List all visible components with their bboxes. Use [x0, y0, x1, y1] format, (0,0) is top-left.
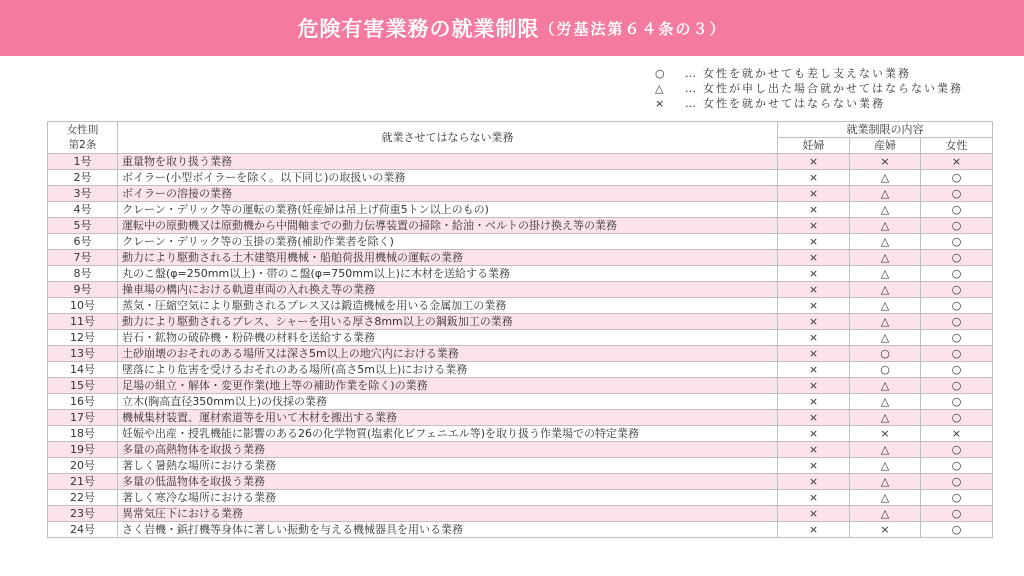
row-number: 13号	[48, 346, 118, 362]
legend-dots: …	[685, 82, 696, 95]
row-task: 動力により駆動される土木建築用機械・船舶荷扱用機械の運転の業務	[118, 250, 778, 266]
row-pregnant-mark: ×	[778, 426, 850, 442]
row-female-mark: ○	[921, 362, 993, 378]
row-number: 19号	[48, 442, 118, 458]
header-article-line1: 女性則	[66, 123, 99, 136]
table-row	[48, 170, 993, 186]
table-row	[48, 202, 993, 218]
table-row	[48, 458, 993, 474]
page-title: 危険有害業務の就業制限	[297, 17, 540, 41]
row-task: 妊娠や出産・授乳機能に影響のある26の化学物質(塩素化ビフェニエル等)を取り扱う作業場での特定業務	[118, 426, 778, 442]
row-pregnant-mark: ×	[778, 522, 850, 538]
row-postpartum-mark: △	[850, 202, 921, 218]
row-female-mark: ○	[921, 186, 993, 202]
row-pregnant-mark: ×	[778, 442, 850, 458]
table-row	[48, 282, 993, 298]
row-female-mark: ○	[921, 314, 993, 330]
row-number: 5号	[48, 218, 118, 234]
row-female-mark: ○	[921, 442, 993, 458]
row-task: クレーン・デリック等の運転の業務(妊産婦は吊上げ荷重5トン以上のもの)	[118, 202, 778, 218]
table-row	[48, 234, 993, 250]
row-postpartum-mark: △	[850, 250, 921, 266]
row-postpartum-mark: ○	[850, 362, 921, 378]
row-pregnant-mark: ×	[778, 458, 850, 474]
row-task: 丸のこ盤(φ=250mm以上)・帯のこ盤(φ=750mm以上)に木材を送給する業務	[118, 266, 778, 282]
row-task: 多量の高熱物体を取扱う業務	[118, 442, 778, 458]
row-female-mark: ○	[921, 346, 993, 362]
row-number: 23号	[48, 506, 118, 522]
row-task: 機械集材装置、運材索道等を用いて木材を搬出する業務	[118, 410, 778, 426]
row-female-mark: ○	[921, 234, 993, 250]
row-pregnant-mark: ×	[778, 474, 850, 490]
table-row	[48, 266, 993, 282]
row-postpartum-mark: ×	[850, 426, 921, 442]
row-task: 足場の組立・解体・変更作業(地上等の補助作業を除く)の業務	[118, 378, 778, 394]
row-pregnant-mark: ×	[778, 202, 850, 218]
row-task: 異常気圧下における業務	[118, 506, 778, 522]
row-pregnant-mark: ×	[778, 170, 850, 186]
row-pregnant-mark: ×	[778, 266, 850, 282]
table-body	[48, 154, 993, 538]
legend-symbol: ×	[655, 97, 665, 110]
row-number: 6号	[48, 234, 118, 250]
row-postpartum-mark: △	[850, 474, 921, 490]
row-number: 4号	[48, 202, 118, 218]
row-task: 重量物を取り扱う業務	[118, 154, 778, 170]
table-row	[48, 426, 993, 442]
header-article	[48, 122, 118, 154]
row-female-mark: ○	[921, 218, 993, 234]
row-task: ボイラーの溶接の業務	[118, 186, 778, 202]
row-number: 16号	[48, 394, 118, 410]
row-pregnant-mark: ×	[778, 394, 850, 410]
row-postpartum-mark: ○	[850, 346, 921, 362]
row-female-mark: ○	[921, 250, 993, 266]
row-pregnant-mark: ×	[778, 506, 850, 522]
row-number: 11号	[48, 314, 118, 330]
row-postpartum-mark: △	[850, 410, 921, 426]
row-postpartum-mark: △	[850, 234, 921, 250]
row-task: クレーン・デリック等の玉掛の業務(補助作業者を除く)	[118, 234, 778, 250]
row-postpartum-mark: △	[850, 506, 921, 522]
row-pregnant-mark: ×	[778, 330, 850, 346]
table-row	[48, 522, 993, 538]
table-row	[48, 330, 993, 346]
legend-dots: …	[685, 67, 696, 80]
row-pregnant-mark: ×	[778, 362, 850, 378]
row-number: 15号	[48, 378, 118, 394]
row-task: さく岩機・鋲打機等身体に著しい振動を与える機械器具を用いる業務	[118, 522, 778, 538]
row-number: 18号	[48, 426, 118, 442]
legend-item	[655, 96, 963, 111]
row-pregnant-mark: ×	[778, 282, 850, 298]
row-number: 3号	[48, 186, 118, 202]
row-female-mark: ○	[921, 490, 993, 506]
row-pregnant-mark: ×	[778, 378, 850, 394]
row-female-mark: ○	[921, 458, 993, 474]
legend-text: 女性が申し出た場合就かせてはならない業務	[703, 82, 963, 95]
table-row	[48, 490, 993, 506]
row-pregnant-mark: ×	[778, 490, 850, 506]
row-pregnant-mark: ×	[778, 346, 850, 362]
header-task: 就業させてはならない業務	[118, 122, 778, 154]
table-row	[48, 346, 993, 362]
row-number: 22号	[48, 490, 118, 506]
row-task: 著しく寒冷な場所における業務	[118, 490, 778, 506]
row-postpartum-mark: ×	[850, 522, 921, 538]
row-pregnant-mark: ×	[778, 218, 850, 234]
table-row	[48, 410, 993, 426]
row-number: 14号	[48, 362, 118, 378]
header-restriction: 就業制限の内容	[778, 122, 993, 138]
table-row	[48, 442, 993, 458]
row-female-mark: ×	[921, 426, 993, 442]
row-pregnant-mark: ×	[778, 234, 850, 250]
row-number: 24号	[48, 522, 118, 538]
row-postpartum-mark: △	[850, 458, 921, 474]
row-postpartum-mark: △	[850, 394, 921, 410]
row-pregnant-mark: ×	[778, 250, 850, 266]
row-number: 17号	[48, 410, 118, 426]
row-pregnant-mark: ×	[778, 298, 850, 314]
row-task: 動力により駆動されるプレス、シャーを用いる厚さ8mm以上の鋼鈑加工の業務	[118, 314, 778, 330]
row-pregnant-mark: ×	[778, 410, 850, 426]
header-postpartum: 産婦	[850, 138, 921, 154]
row-postpartum-mark: △	[850, 442, 921, 458]
row-postpartum-mark: ×	[850, 154, 921, 170]
row-number: 10号	[48, 298, 118, 314]
row-task: 立木(胸高直径350mm以上)の伐採の業務	[118, 394, 778, 410]
row-female-mark: ○	[921, 506, 993, 522]
row-female-mark: ○	[921, 282, 993, 298]
row-postpartum-mark: △	[850, 378, 921, 394]
legend	[655, 66, 963, 111]
row-postpartum-mark: △	[850, 170, 921, 186]
table-row	[48, 474, 993, 490]
row-task: 墜落により危害を受けるおそれのある場所(高さ5m以上)における業務	[118, 362, 778, 378]
legend-item	[655, 66, 963, 81]
row-female-mark: ×	[921, 154, 993, 170]
row-number: 7号	[48, 250, 118, 266]
table-row	[48, 362, 993, 378]
row-female-mark: ○	[921, 170, 993, 186]
table-row	[48, 186, 993, 202]
row-postpartum-mark: △	[850, 330, 921, 346]
table-row	[48, 298, 993, 314]
row-pregnant-mark: ×	[778, 186, 850, 202]
header-pregnant: 妊婦	[778, 138, 850, 154]
table-row	[48, 314, 993, 330]
table-row	[48, 378, 993, 394]
row-number: 1号	[48, 154, 118, 170]
legend-text: 女性を就かせても差し支えない業務	[703, 67, 911, 80]
row-female-mark: ○	[921, 202, 993, 218]
page-subtitle: （労基法第６４条の３）	[539, 19, 727, 38]
row-postpartum-mark: △	[850, 186, 921, 202]
row-number: 9号	[48, 282, 118, 298]
row-number: 8号	[48, 266, 118, 282]
row-number: 12号	[48, 330, 118, 346]
row-task: ボイラー(小型ボイラーを除く。以下同じ)の取扱いの業務	[118, 170, 778, 186]
row-female-mark: ○	[921, 394, 993, 410]
row-female-mark: ○	[921, 298, 993, 314]
row-postpartum-mark: △	[850, 298, 921, 314]
table-row	[48, 250, 993, 266]
row-task: 著しく暑熱な場所における業務	[118, 458, 778, 474]
legend-item	[655, 81, 963, 96]
row-pregnant-mark: ×	[778, 314, 850, 330]
table-row	[48, 154, 993, 170]
legend-dots: …	[685, 97, 696, 110]
header-female: 女性	[921, 138, 993, 154]
row-task: 多量の低温物体を取扱う業務	[118, 474, 778, 490]
legend-symbol: △	[655, 82, 664, 95]
row-task: 操車場の構内における軌道車両の入れ換え等の業務	[118, 282, 778, 298]
restriction-table	[47, 121, 993, 538]
table-row	[48, 394, 993, 410]
row-task: 土砂崩壊のおそれのある場所又は深さ5m以上の地穴内における業務	[118, 346, 778, 362]
row-postpartum-mark: △	[850, 282, 921, 298]
row-female-mark: ○	[921, 330, 993, 346]
row-female-mark: ○	[921, 474, 993, 490]
table-row	[48, 506, 993, 522]
legend-symbol: ○	[655, 67, 665, 80]
row-female-mark: ○	[921, 266, 993, 282]
row-number: 20号	[48, 458, 118, 474]
row-pregnant-mark: ×	[778, 154, 850, 170]
legend-text: 女性を就かせてはならない業務	[703, 97, 885, 110]
row-postpartum-mark: △	[850, 218, 921, 234]
row-task: 運転中の原動機又は原動機から中間軸までの動力伝導装置の掃除・給油・ベルトの掛け換え等の業務	[118, 218, 778, 234]
row-female-mark: ○	[921, 522, 993, 538]
row-number: 21号	[48, 474, 118, 490]
row-task: 蒸気・圧縮空気により駆動されるプレス又は鍛造機械を用いる金属加工の業務	[118, 298, 778, 314]
row-postpartum-mark: △	[850, 266, 921, 282]
row-postpartum-mark: △	[850, 490, 921, 506]
row-number: 2号	[48, 170, 118, 186]
header-article-line2: 第2条	[68, 138, 97, 151]
row-female-mark: ○	[921, 410, 993, 426]
table-row	[48, 218, 993, 234]
title-banner	[0, 0, 1024, 56]
row-female-mark: ○	[921, 378, 993, 394]
row-postpartum-mark: △	[850, 314, 921, 330]
row-task: 岩石・鉱物の破砕機・粉砕機の材料を送給する業務	[118, 330, 778, 346]
